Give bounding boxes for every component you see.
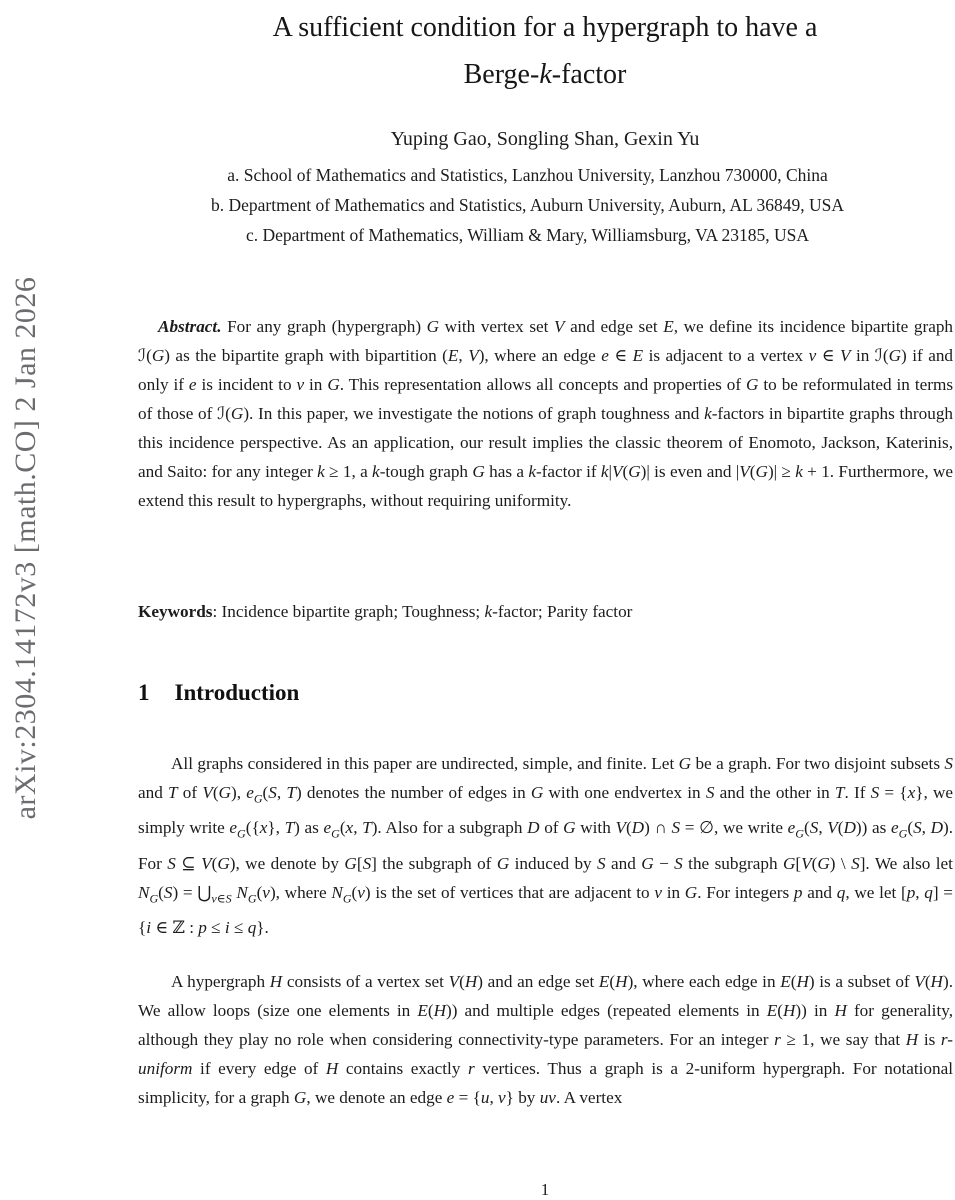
intro-paragraph-1: All graphs considered in this paper are undirected, simple, and finite. Let G be a graph. For two disjoint subsets S and T of V(G), $e_G(S$, T) denotes the number of edges in G with one endvertex in S and the other in T. If S = {x}, we simply write $e_G(\{x\}$, T) as $e_G(x$, T). Also for a subgraph D of G with V(D) ∩ S = ∅, we write $e_G(S$, V(D)) as $e_G(S$, D). For S ⊆ V(G), we denote by G[S] the subgraph of G induced by S and G − S the subgraph G[V(G) \ S]. We also let $N_G(S)$ = $⋃_{v\in S}$ $N_G(v)$, where $N_G(v)$ is the set of vertices that are adjacent to v in G. For integers p and q, we let [p, q] = {i ∈ ℤ : p ≤ i ≤ q}.: [138, 754, 954, 938]
abstract-text: For any graph (hypergraph) G with vertex set V and edge set E, we define its incidence bipartite graph ℐ(G) as the bipartite graph with bipartition (E, V), where an edge e ∈ E is adjacent to a vertex v ∈ V in ℐ(G) if and only if e is incident to v in G. This representation allows all concepts and properties of G to be reformulated in terms of those of ℐ(G). In this paper, we investigate the notions of graph toughness and k-factors in bipartite graphs through this incidence perspective. As an application, our result implies the classic theorem of Enomoto, Jackson, Katerinis, and Saito: for any integer k ≥ 1, a k-tough graph G has a k-factor if k|V(G)| is even and |V(G)| ≥ k + 1. Furthermore, we extend this result to hypergraphs, without requiring uniformity.: [138, 317, 954, 510]
abstract-paragraph: [138, 312, 953, 515]
affiliations-block: [100, 160, 955, 250]
affiliation-a: a. School of Mathematics and Statistics, Lanzhou University, Lanzhou 730000, China: [227, 165, 828, 185]
keywords-line: [138, 602, 953, 622]
keywords-text: : Incidence bipartite graph; Toughness; k-factor; Parity factor: [212, 602, 633, 621]
paper-title: [138, 4, 952, 98]
intro-paragraph-2: A hypergraph H consists of a vertex set V(H) and an edge set E(H), where each edge in E(H) is a subset of V(H). We allow loops (size one elements in E(H)) and multiple edges (repeated elements in E(H)) in H for generality, although they play no role when considering connectivity-type parameters. For an integer r ≥ 1, we say that H is r-uniform if every edge of H contains exactly r vertices. Thus a graph is a 2-uniform hypergraph. For notational simplicity, for a graph G, we denote an edge e = {u, v} by uv. A vertex: [138, 972, 953, 1107]
keywords-label: Keywords: [138, 602, 213, 621]
affiliation-b: b. Department of Mathematics and Statistics, Auburn University, Auburn, AL 36849, USA: [211, 195, 844, 215]
authors-line: Yuping Gao, Songling Shan, Gexin Yu: [390, 128, 700, 150]
section-heading-introduction: [138, 680, 953, 706]
arxiv-stamp: arXiv:2304.14172v3 [math.CO] 2 Jan 2026: [9, 276, 42, 820]
section-number: 1: [138, 680, 150, 705]
affiliation-c: c. Department of Mathematics, William & Mary, Williamsburg, VA 23185, USA: [245, 225, 810, 245]
abstract-label: Abstract.: [158, 317, 222, 336]
page-number: 1: [540, 1180, 550, 1199]
section-title: Introduction: [174, 680, 300, 705]
paper-title-line1: A sufficient condition for a hypergraph to have a: [272, 12, 818, 43]
paper-title-line2: Berge-k-factor: [463, 59, 627, 90]
